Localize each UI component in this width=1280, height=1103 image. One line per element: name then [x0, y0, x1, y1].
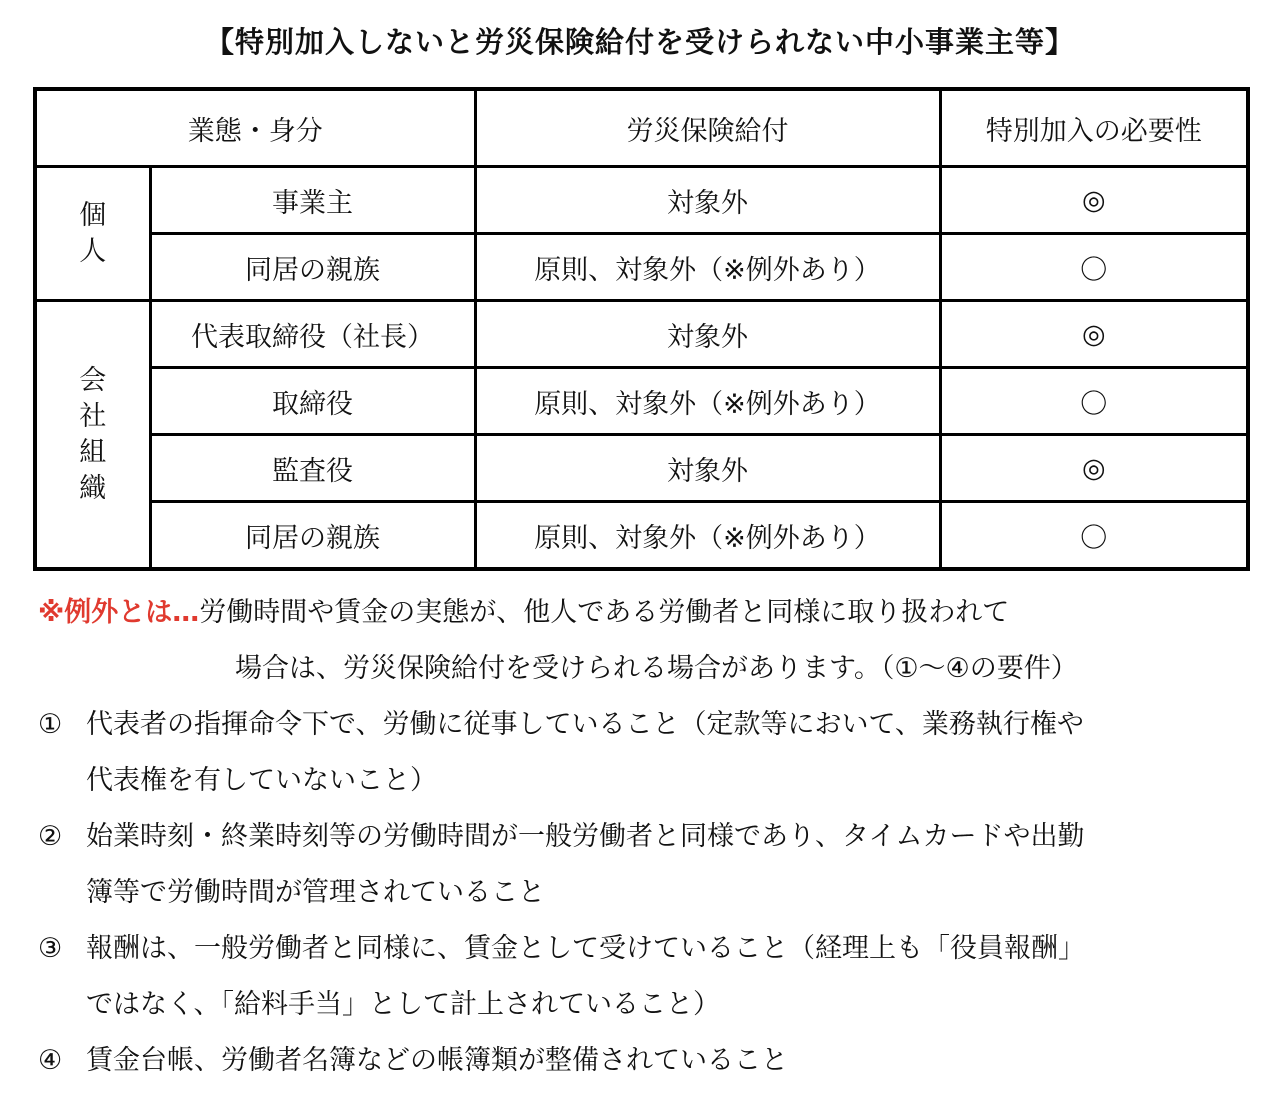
table-row	[35, 435, 1248, 502]
requirement-item	[38, 697, 1084, 809]
page-title: 【特別加入しないと労災保険給付を受けられない中小事業主等】	[204, 25, 1075, 59]
table-header-row	[35, 89, 1248, 167]
table-row	[35, 502, 1248, 570]
requirement-text: 賃金台帳、労働者名簿などの帳簿類が整備されていること	[86, 1045, 788, 1076]
header-necessity: 特別加入の必要性	[940, 89, 1248, 167]
requirement-text-cont: ではなく、「給料手当」として計上されていること）	[86, 989, 720, 1020]
requirement-item	[38, 809, 1084, 921]
requirement-number: ①	[38, 709, 63, 740]
requirement-text-cont: 代表権を有していないこと）	[86, 765, 437, 796]
role-cell: 監査役	[150, 435, 475, 502]
requirement-text: 始業時刻・終業時刻等の労働時間が一般労働者と同様であり、タイムカードや出勤	[86, 821, 1085, 852]
table-row	[35, 234, 1248, 301]
necessity-mark: ◎	[940, 167, 1248, 234]
requirement-item	[38, 921, 1085, 1033]
requirement-number: ③	[38, 933, 63, 964]
requirement-item	[38, 1033, 788, 1089]
header-benefit: 労災保険給付	[475, 89, 940, 167]
table-row	[35, 301, 1248, 368]
exception-line-1: 労働時間や賃金の実態が、他人である労働者と同様に取り扱われて	[199, 597, 1010, 628]
requirement-text: 代表者の指揮命令下で、労働に従事していること（定款等において、業務執行権や	[86, 709, 1084, 740]
role-cell: 同居の親族	[150, 234, 475, 301]
benefit-cell: 原則、対象外（※例外あり）	[475, 234, 940, 301]
benefit-cell: 対象外	[475, 435, 940, 502]
exception-note	[38, 592, 1009, 634]
necessity-mark: 〇	[940, 234, 1248, 301]
necessity-mark: ◎	[940, 301, 1248, 368]
requirement-text: 報酬は、一般労働者と同様に、賃金として受けていること（経理上も「役員報酬」	[86, 933, 1085, 964]
benefit-cell: 対象外	[475, 301, 940, 368]
role-cell: 事業主	[150, 167, 475, 234]
requirement-number: ②	[38, 821, 63, 852]
requirement-number: ④	[38, 1045, 63, 1076]
table-row	[35, 368, 1248, 435]
benefit-cell: 対象外	[475, 167, 940, 234]
role-cell: 代表取締役（社長）	[150, 301, 475, 368]
necessity-mark: 〇	[940, 368, 1248, 435]
benefit-cell: 原則、対象外（※例外あり）	[475, 502, 940, 570]
necessity-mark: ◎	[940, 435, 1248, 502]
group-label-company: 会 社 組 織	[35, 301, 150, 570]
table-row	[35, 167, 1248, 234]
header-status: 業態・身分	[35, 89, 475, 167]
role-cell: 取締役	[150, 368, 475, 435]
requirement-text-cont: 簿等で労働時間が管理されていること	[86, 877, 545, 908]
special-enrollment-table	[33, 87, 1250, 571]
necessity-mark: 〇	[940, 502, 1248, 570]
group-label-individual: 個 人	[35, 167, 150, 301]
role-cell: 同居の親族	[150, 502, 475, 570]
exception-lead: ※例外とは…	[38, 597, 200, 628]
benefit-cell: 原則、対象外（※例外あり）	[475, 368, 940, 435]
exception-line-2: 場合は、労災保険給付を受けられる場合があります。（①～④の要件）	[235, 653, 1078, 684]
